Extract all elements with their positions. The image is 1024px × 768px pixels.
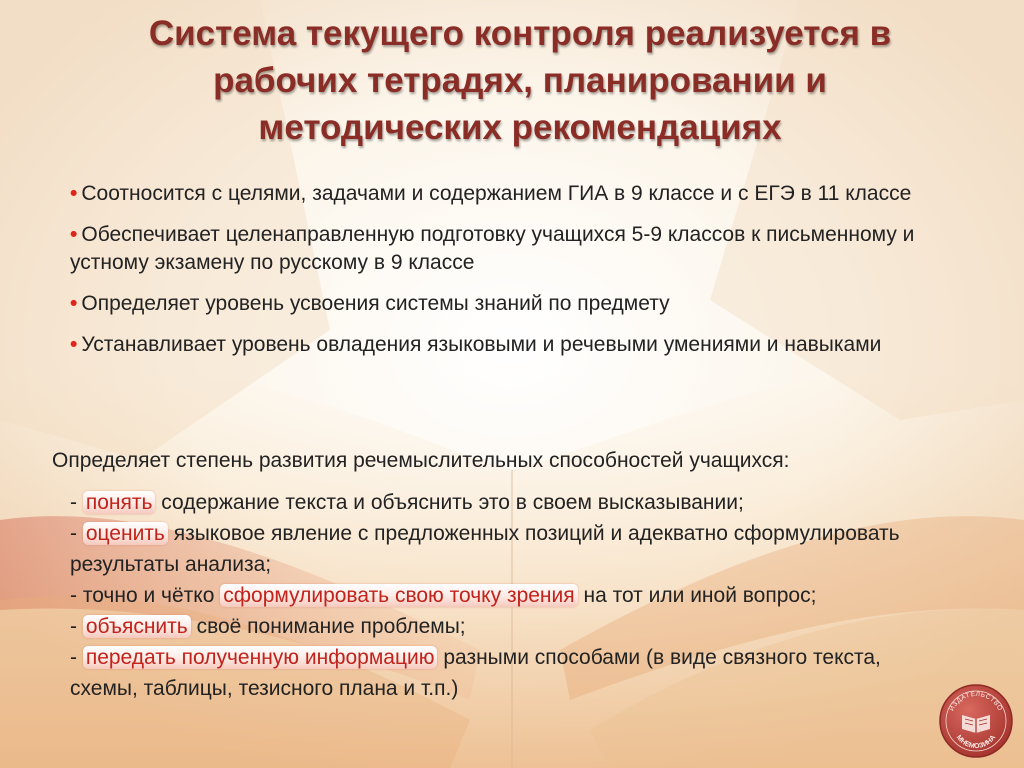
bullet-text: Соотносится с целями, задачами и содержанием ГИА в 9 классе и с ЕГЭ в 11 классе bbox=[81, 182, 912, 205]
bullet-item bbox=[70, 290, 950, 318]
bullet-item bbox=[70, 331, 950, 359]
logo-text-bottom: МНЕМОЗИНА bbox=[954, 734, 998, 751]
skill-text: содержание текста и объяснить это в своем высказывании; bbox=[155, 491, 744, 514]
lead-sentence: Определяет степень развития речемыслительных способностей учащихся: bbox=[52, 449, 790, 472]
bullet-item bbox=[70, 221, 950, 277]
bullet-icon: • bbox=[70, 333, 78, 356]
bullet-icon: • bbox=[70, 223, 78, 246]
skills-list bbox=[70, 487, 930, 704]
skill-highlight: передать полученную информацию bbox=[83, 646, 438, 669]
publisher-logo-icon bbox=[938, 683, 1014, 759]
bullet-item bbox=[70, 180, 950, 208]
bullet-list bbox=[70, 180, 950, 372]
slide-title: Система текущего контроля реализуется в рабочих тетрадях, планировании и методических рекомендациях bbox=[148, 14, 892, 147]
bullet-icon: • bbox=[70, 182, 78, 205]
skill-text: на тот или иной вопрос; bbox=[577, 584, 817, 607]
bullet-icon: • bbox=[70, 292, 78, 315]
skill-prefix: - bbox=[70, 646, 83, 669]
skill-item bbox=[70, 611, 930, 642]
bullet-text: Устанавливает уровень овладения языковыми и речевыми умениями и навыками bbox=[81, 333, 882, 356]
skill-text: языковое явление с предложенных позиций и адекватно сформулировать результаты анализа; bbox=[70, 522, 900, 576]
skill-prefix: - bbox=[70, 522, 83, 545]
skill-text: разными способами (в виде связного текста, схемы, таблицы, тезисного плана и т.п.) bbox=[70, 646, 881, 700]
skill-item bbox=[70, 518, 930, 580]
skill-highlight: сформулировать свою точку зрения bbox=[220, 584, 577, 607]
bullet-text: Обеспечивает целенаправленную подготовку учащихся 5-9 классов к письменному и устному экзамену по русскому в 9 классе bbox=[70, 223, 915, 274]
skill-highlight: оценить bbox=[83, 522, 168, 545]
skill-prefix: - точно и чётко bbox=[70, 584, 221, 607]
skill-highlight: объяснить bbox=[83, 615, 191, 638]
skill-prefix: - bbox=[70, 615, 83, 638]
skill-highlight: понять bbox=[83, 491, 156, 514]
skill-item bbox=[70, 642, 930, 704]
bullet-text: Определяет уровень усвоения системы знаний по предмету bbox=[81, 292, 670, 315]
skill-item bbox=[70, 580, 930, 611]
skill-item bbox=[70, 487, 930, 518]
skill-prefix: - bbox=[70, 491, 83, 514]
logo-text-top: ИЗДАТЕЛЬСТВО bbox=[948, 690, 1004, 713]
skill-text: своё понимание проблемы; bbox=[190, 615, 466, 638]
